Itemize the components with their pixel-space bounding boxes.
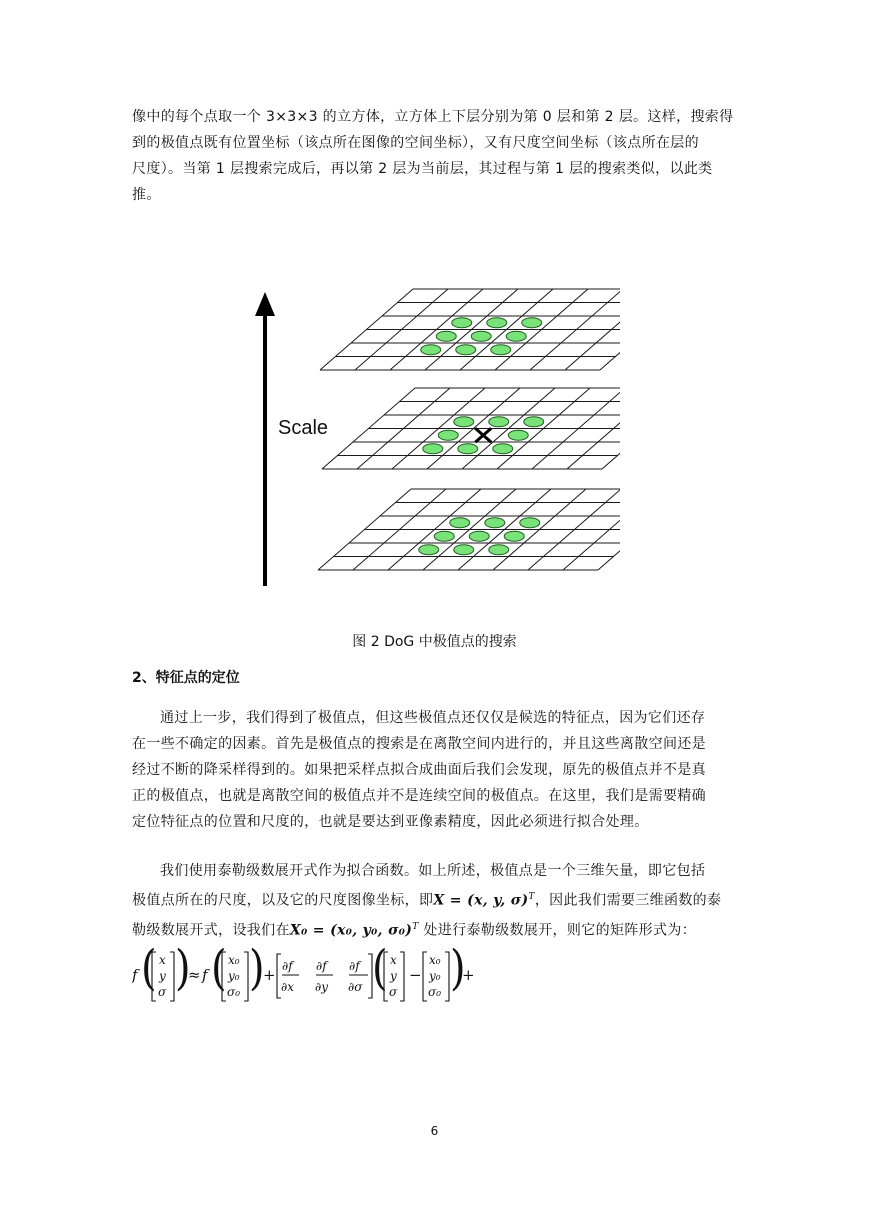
paragraph-line: 经过不断的降采样得到的。如果把采样点拟合成曲面后我们会发现，原先的极值点并不是真	[132, 762, 706, 778]
neighbor-point	[452, 318, 472, 328]
neighbor-point	[421, 345, 441, 355]
vector-entry: y₀	[228, 969, 240, 983]
paragraph-text: 勒级数展开式，设我们在	[132, 922, 290, 939]
figure-svg	[240, 286, 620, 591]
neighbor-point	[489, 417, 509, 427]
formula-paren: )	[450, 948, 466, 996]
neighbor-point	[454, 417, 474, 427]
formula-f: f	[132, 966, 138, 984]
neighbor-point	[485, 518, 505, 528]
vector-x-definition: X = (x, y, σ)	[433, 892, 529, 909]
partial-numerator: ∂f	[282, 959, 293, 973]
vector-entry: x₀	[228, 953, 240, 967]
dog-scale-space-figure	[240, 286, 620, 591]
neighbor-point	[469, 531, 489, 541]
page-number: 6	[430, 1124, 439, 1138]
plus-sign: +	[462, 966, 475, 984]
paragraph-line: 在一些不确定的因素。首先是极值点的搜索是在离散空间内进行的，并且这些离散空间还是	[132, 736, 706, 752]
vector-entry: y	[390, 969, 397, 983]
top-layer	[320, 289, 620, 370]
vector-x0-definition: X₀ = (x₀, y₀, σ₀)	[289, 922, 413, 939]
vector-entry: y₀	[429, 969, 441, 983]
plus-sign: +	[263, 966, 276, 984]
neighbor-point	[458, 444, 478, 454]
formula-svg	[132, 948, 492, 1006]
vector-entry: σ₀	[227, 985, 241, 999]
paragraph-line: 通过上一步，我们得到了极值点，但这些极值点还仅仅是候选的特征点，因为它们还存	[160, 710, 706, 726]
formula-paren: (	[141, 948, 157, 996]
middle-layer	[322, 388, 620, 469]
paragraph-line: 像中的每个点取一个 3×3×3 的立方体，立方体上下层分别为第 0 层和第 2 层。这样，搜索得	[132, 109, 734, 125]
formula-paren: (	[372, 948, 388, 996]
formula-paren: (	[211, 948, 227, 996]
approx-sign: ≈	[188, 966, 201, 984]
section-paragraph-1	[132, 705, 738, 835]
paragraph-line: 我们使用泰勒级数展开式作为拟合函数。如上所述，极值点是一个三维矢量，即它包括	[160, 863, 706, 879]
partial-denominator: ∂x	[281, 980, 294, 994]
vector-entry: x	[390, 953, 397, 967]
paragraph-text: 处进行泰勒级数展开，则它的矩阵形式为：	[418, 922, 697, 939]
neighbor-point	[508, 430, 528, 440]
gradient-row	[277, 954, 372, 998]
neighbor-point	[434, 531, 454, 541]
section-heading: 2、特征点的定位	[132, 670, 240, 686]
paragraph-line: 正的极值点，也就是离散空间的极值点并不是连续空间的极值点。在这里，我们是需要精确	[132, 788, 706, 804]
partial-denominator: ∂σ	[348, 980, 363, 994]
partial-numerator: ∂f	[316, 959, 327, 973]
neighbor-point	[423, 444, 443, 454]
bottom-layer	[318, 489, 620, 570]
vector-entry: σ	[158, 985, 167, 999]
neighbor-point	[489, 545, 509, 555]
vector-x0-2	[423, 952, 449, 1001]
formula-paren: )	[175, 948, 191, 996]
paragraph-text: ，因此我们需要三维函数的泰	[534, 892, 722, 909]
neighbor-point	[450, 518, 470, 528]
neighbor-point	[471, 331, 491, 341]
vector-entry: y	[159, 969, 166, 983]
neighbor-point	[487, 318, 507, 328]
neighbor-point	[504, 531, 524, 541]
vector-entry: σ₀	[428, 985, 442, 999]
scale-axis-label: Scale	[278, 417, 329, 439]
partial-numerator: ∂f	[349, 959, 360, 973]
neighbor-point	[454, 545, 474, 555]
grid-layers	[318, 289, 620, 570]
vector-entry: x	[159, 953, 166, 967]
vector-entry: σ	[389, 985, 398, 999]
neighbor-point	[522, 318, 542, 328]
neighbor-point	[419, 545, 439, 555]
paragraph-text: 极值点所在的尺度，以及它的尺度图像坐标，即	[132, 892, 434, 909]
paragraph-line: 到的极值点既有位置坐标（该点所在图像的空间坐标），又有尺度空间坐标（该点所在层的	[132, 135, 699, 151]
neighbor-point	[436, 331, 456, 341]
paragraph-line: 尺度）。当第 1 层搜索完成后，再以第 2 层为当前层，其过程与第 1 层的搜索类似，以此类	[132, 161, 713, 177]
neighbor-point	[438, 430, 458, 440]
minus-sign: −	[409, 966, 422, 984]
neighbor-point	[491, 345, 511, 355]
paragraph-line	[132, 884, 738, 914]
paragraph-line: 推。	[132, 187, 161, 203]
transpose-sup: T	[412, 921, 419, 932]
figure-caption: 图 2 DoG 中极值点的搜索	[352, 634, 517, 650]
neighbor-point	[520, 518, 540, 528]
neighbor-point	[524, 417, 544, 427]
transpose-sup: T	[528, 892, 535, 902]
paragraph-line	[132, 914, 738, 944]
taylor-expansion-formula	[132, 948, 492, 1010]
formula-paren: )	[249, 948, 265, 996]
top-paragraph	[132, 104, 738, 208]
neighbor-point	[493, 444, 513, 454]
section-paragraph-2	[132, 858, 738, 943]
neighbor-point	[456, 345, 476, 355]
partial-denominator: ∂y	[315, 980, 328, 994]
formula-f: f	[202, 966, 208, 984]
vector-entry: x₀	[429, 953, 441, 967]
neighbor-point	[506, 331, 526, 341]
scale-axis-arrowhead	[255, 292, 275, 316]
extremum-marker	[475, 428, 491, 442]
paragraph-line: 定位特征点的位置和尺度的，也就是要达到亚像素精度，因此必须进行拟合处理。	[132, 814, 649, 830]
